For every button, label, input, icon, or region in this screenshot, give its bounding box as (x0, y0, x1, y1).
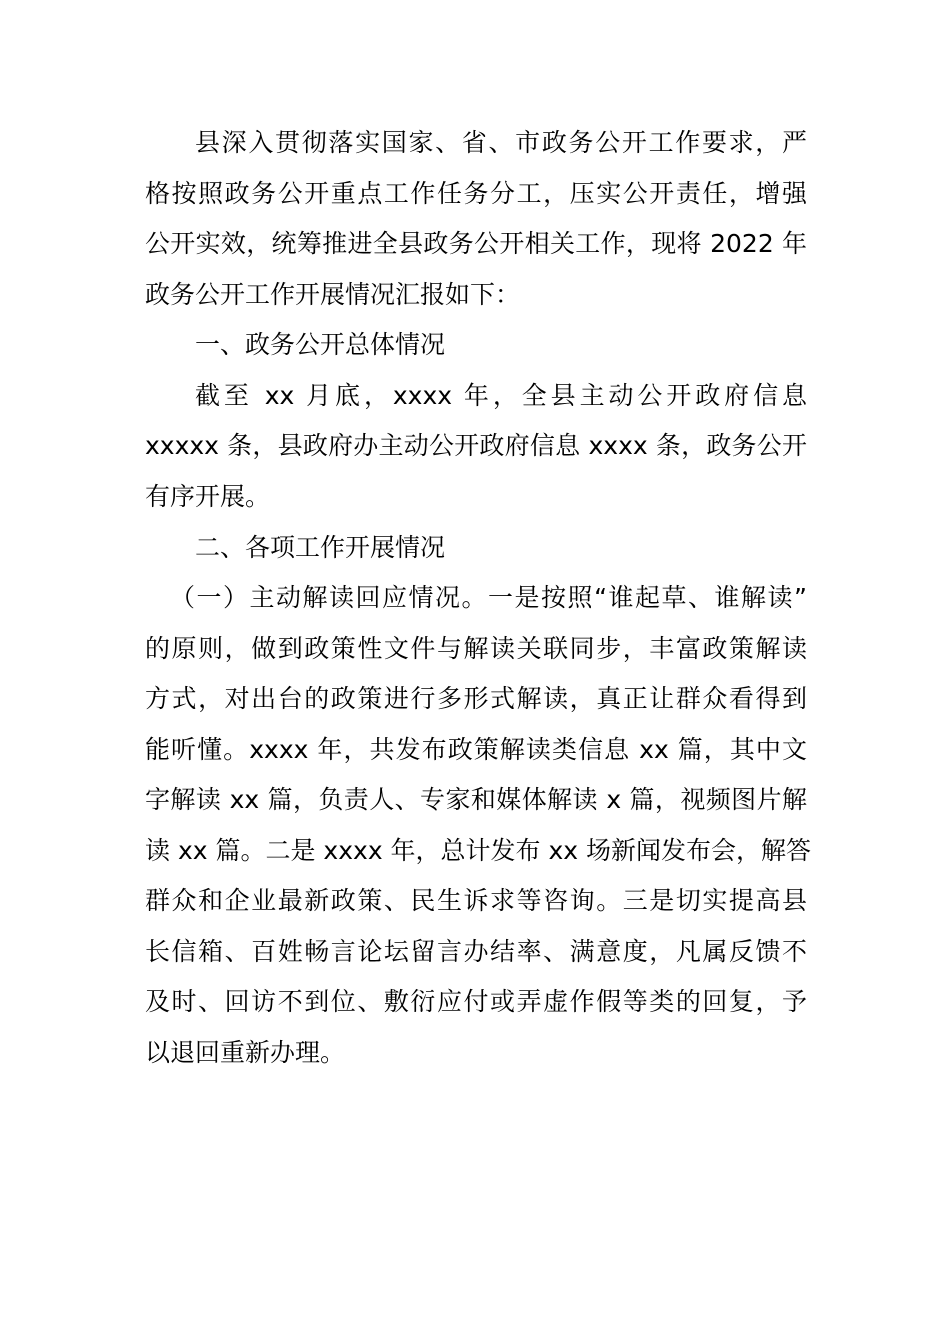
paragraph-line: 政务公开工作开展情况汇报如下： (145, 280, 521, 309)
paragraph-line: 县深入贯彻落实国家、省、市政务公开工作要求，严 (195, 128, 807, 157)
section-heading: 二、各项工作开展情况 (195, 533, 446, 562)
paragraph-line: 的原则，做到政策性文件与解读关联同步，丰富政策解读 (145, 634, 807, 663)
paragraph-line: 格按照政务公开重点工作任务分工，压实公开责任，增强 (145, 179, 807, 208)
paragraph-line: 截至 xx 月底，xxxx 年，全县主动公开政府信息 (195, 381, 807, 410)
paragraph-line: 长信箱、百姓畅言论坛留言办结率、满意度，凡属反馈不 (145, 937, 807, 966)
paragraph-line: 群众和企业最新政策、民生诉求等咨询。三是切实提高县 (145, 886, 807, 915)
paragraph-line: 字解读 xx 篇，负责人、专家和媒体解读 x 篇，视频图片解 (145, 785, 807, 814)
paragraph-line: 以退回重新办理。 (145, 1038, 346, 1067)
paragraph-line: 读 xx 篇。二是 xxxx 年，总计发布 xx 场新闻发布会，解答 (145, 836, 812, 865)
paragraph-line: 能听懂。xxxx 年，共发布政策解读类信息 xx 篇，其中文 (145, 735, 807, 764)
paragraph-line: 公开实效，统筹推进全县政务公开相关工作，现将 2022 年 (145, 229, 807, 258)
paragraph-line: 及时、回访不到位、敷衍应付或弄虚作假等类的回复，予 (145, 987, 807, 1016)
paragraph-line: （一）主动解读回应情况。一是按照“谁起草、谁解读” (170, 583, 807, 612)
section-heading: 一、政务公开总体情况 (195, 330, 446, 359)
paragraph-line: xxxxx 条，县政府办主动公开政府信息 xxxx 条，政务公开 (145, 431, 807, 460)
paragraph-line: 有序开展。 (145, 482, 271, 511)
paragraph-line: 方式，对出台的政策进行多形式解读，真正让群众看得到 (145, 684, 807, 713)
